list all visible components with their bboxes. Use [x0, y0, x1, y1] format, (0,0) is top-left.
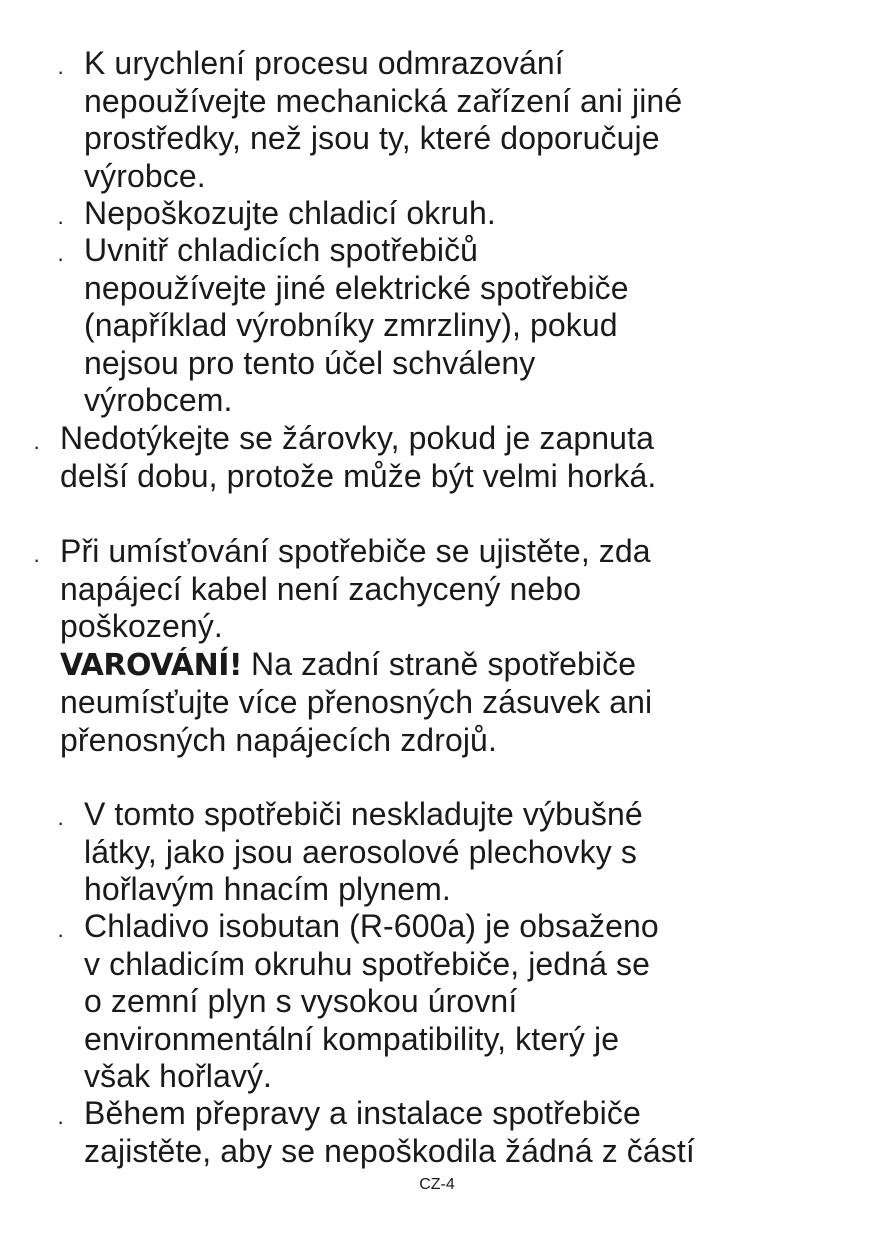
text-line: výrobcem.	[84, 382, 233, 418]
text-line: Při umísťování spotřebiče se ujistěte, zda	[60, 533, 651, 569]
text-line: K urychlení procesu odmrazování	[84, 45, 564, 81]
warning-text: Na zadní straně spotřebiče	[242, 645, 637, 682]
text-line: nepoužívejte jiné elektrické spotřebiče	[84, 269, 629, 306]
list-item-bulb	[60, 420, 656, 495]
list-item-cable	[60, 533, 652, 759]
text-line: Během přepravy a instalace spotřebiče	[84, 1095, 641, 1131]
text-line: zajistěte, aby se nepoškodila žádná z částí	[84, 1132, 695, 1169]
warning-label: VAROVÁNÍ!	[60, 647, 243, 683]
bullet-icon: ·	[57, 246, 65, 271]
text-line: (například výrobníky zmrzliny), pokud	[84, 307, 618, 343]
text-line: Nepoškozujte chladicí okruh.	[84, 195, 496, 231]
bullet-icon: ·	[57, 59, 65, 84]
list-item-defrost	[84, 45, 682, 195]
list-item-transport	[84, 1095, 695, 1170]
text-line: v chladicím okruhu spotřebiče, jedná se	[84, 945, 650, 982]
warning-line	[60, 646, 652, 685]
text-line: nejsou pro tento účel schváleny	[84, 344, 536, 381]
text-line: však hořlavý.	[84, 1058, 273, 1094]
bullet-icon: ·	[57, 922, 65, 947]
list-item-refrigerant	[84, 908, 659, 1096]
text-line: nepoužívejte mechanická zařízení ani jiné	[84, 82, 683, 119]
text-line: prostředky, než jsou ty, které doporučuje	[84, 120, 660, 156]
text-line: Nedotýkejte se žárovky, pokud je zapnuta	[60, 420, 654, 456]
text-line: neumísťujte více přenosných zásuvek ani	[60, 684, 653, 720]
text-line: látky, jako jsou aerosolové plechovky s	[84, 833, 637, 870]
text-line: environmentální kompatibility, který je	[84, 1020, 620, 1057]
text-line: napájecí kabel není zachycený nebo	[60, 570, 582, 607]
text-line: V tomto spotřebiči neskladujte výbušné	[84, 796, 643, 832]
text-line: výrobce.	[84, 157, 206, 194]
bullet-icon: ·	[57, 1109, 65, 1134]
page-number: CZ-4	[419, 1176, 455, 1193]
list-item-explosives	[84, 796, 643, 909]
bullet-icon: ·	[57, 810, 65, 835]
text-line: Chladivo isobutan (R-600a) je obsaženo	[84, 908, 659, 944]
text-line: Uvnitř chladicích spotřebičů	[84, 232, 479, 268]
text-line: přenosných napájecích zdrojů.	[60, 721, 497, 758]
list-item-circuit	[84, 195, 496, 233]
text-line: poškozený.	[60, 608, 223, 644]
bullet-icon: ·	[33, 434, 41, 459]
text-line: o zemní plyn s vysokou úrovní	[84, 983, 518, 1019]
text-line: hořlavým hnacím plynem.	[84, 871, 451, 907]
bullet-icon: ·	[33, 547, 41, 572]
text-line: delší dobu, protože může být velmi horká.	[60, 457, 657, 494]
bullet-icon: ·	[57, 209, 65, 234]
list-item-appliances	[84, 232, 629, 420]
